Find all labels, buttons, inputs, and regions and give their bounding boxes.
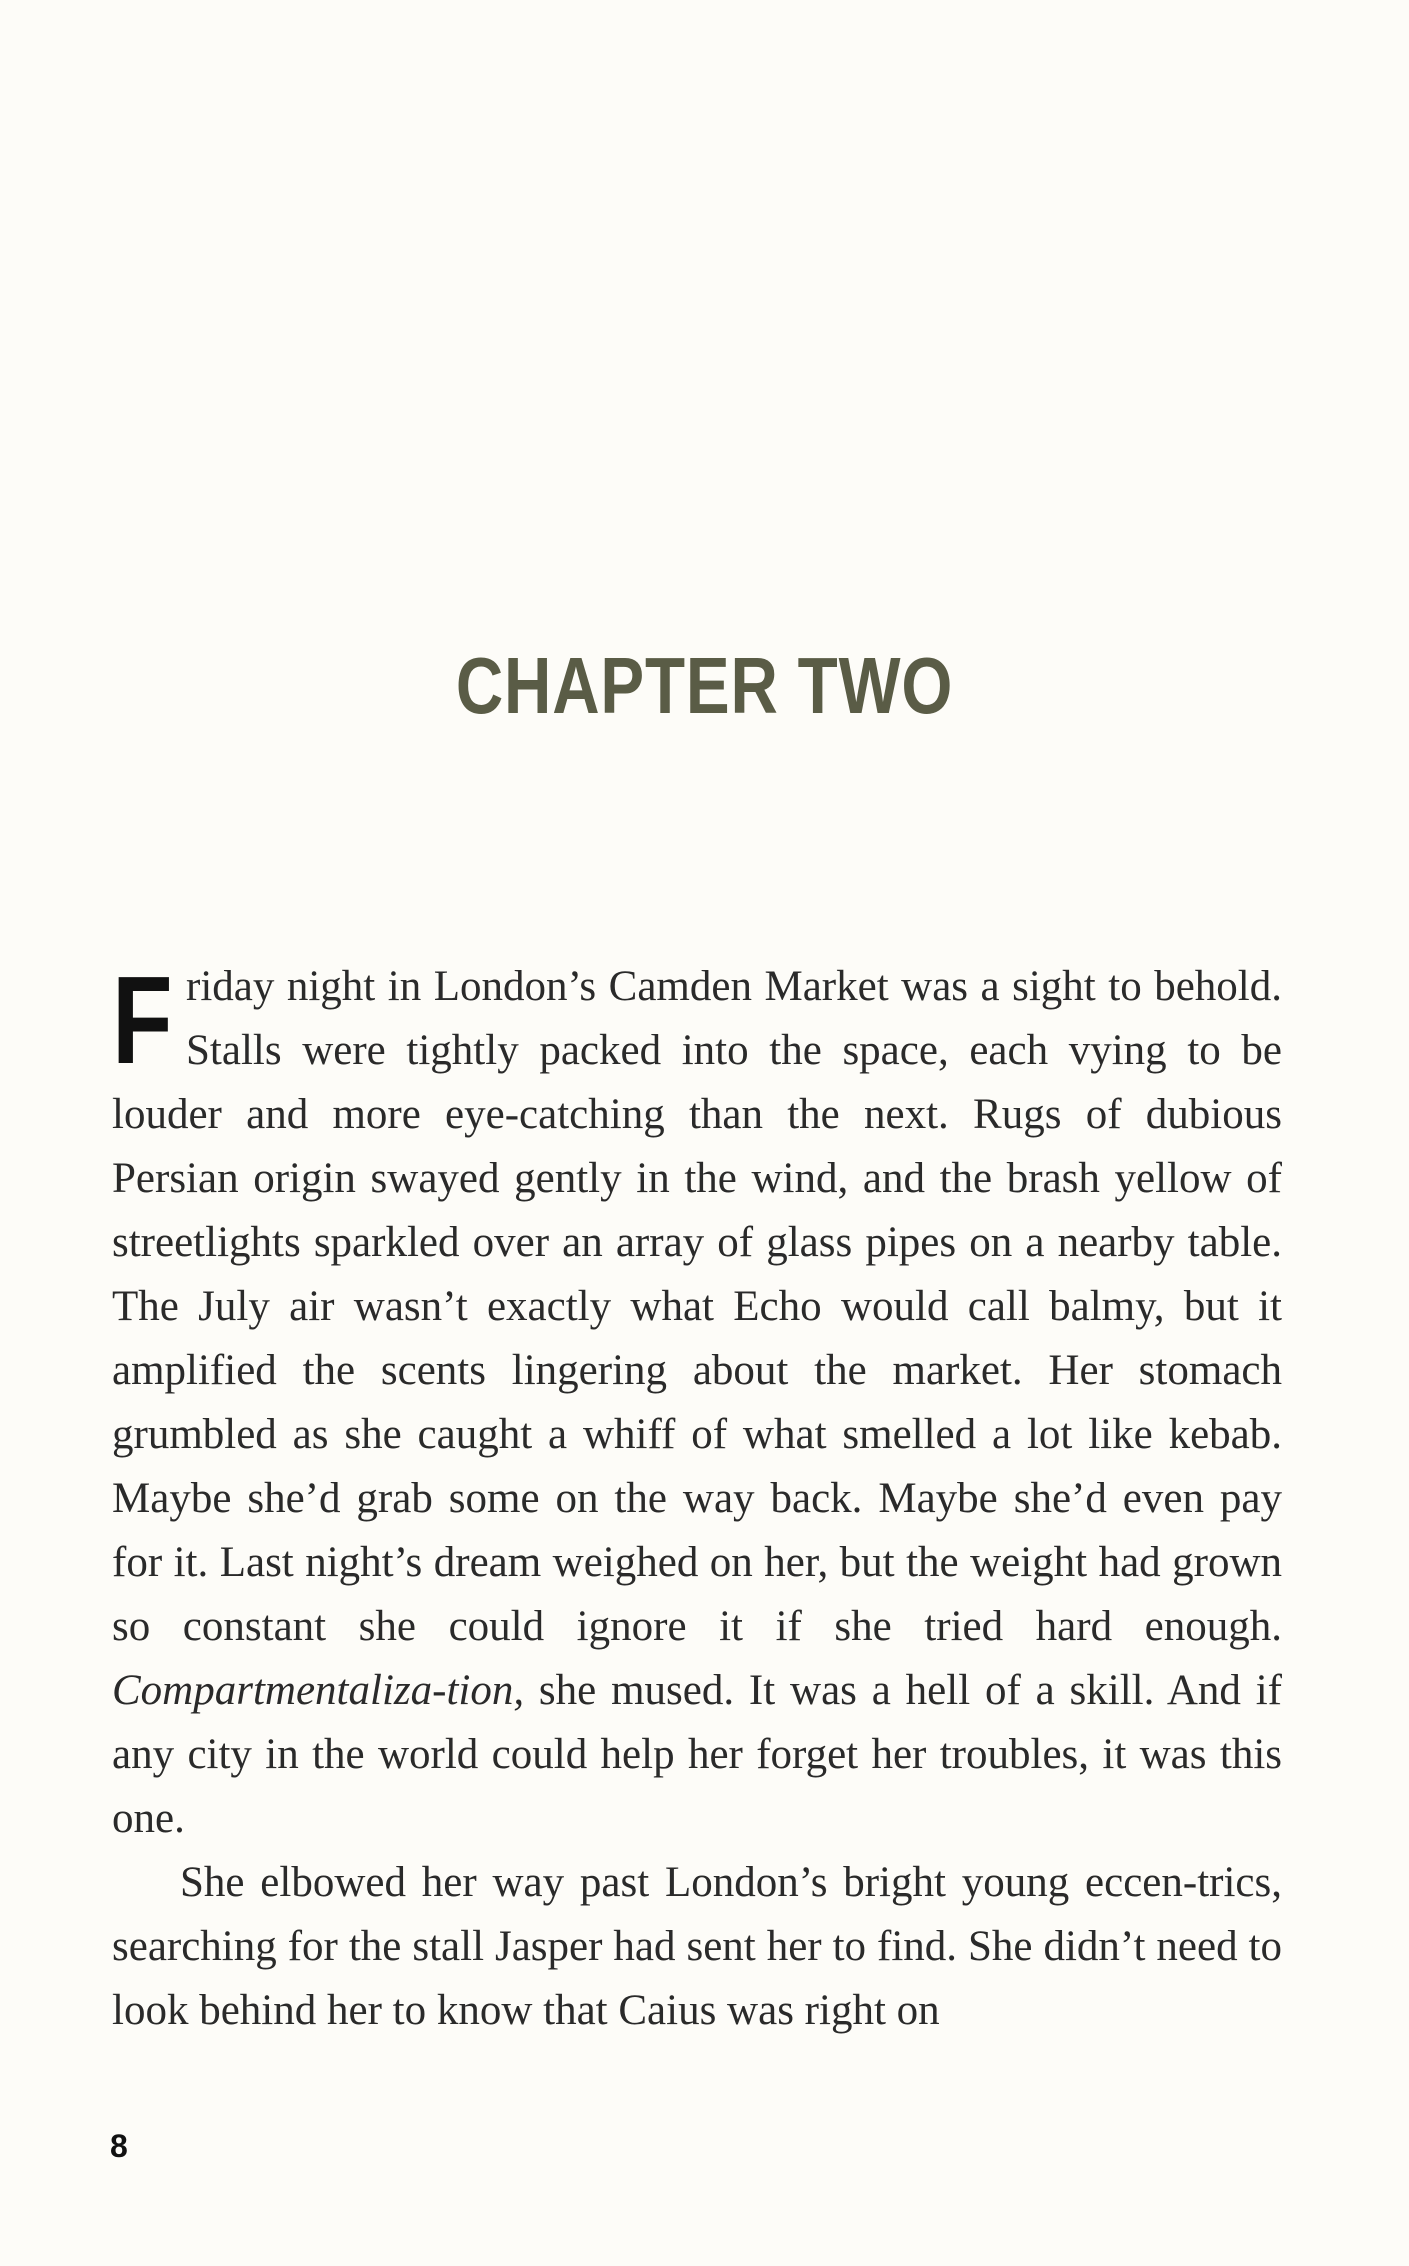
paragraph-1-text: riday night in London’s Camden Market was a sight to behold. Stalls were tightly packed into the space, each vying to be louder and more eye-catching than the next. Rugs of dubious Persian origin swayed gently in the wind, and the brash yellow of streetlights sparkled over an array of glass pipes on a nearby table. The July air wasn’t exactly what Echo would call balmy, but it amplified the scents lingering about the market. Her stomach grumbled as she caught a whiff of what smelled a lot like kebab. Maybe she’d grab some on the way back. Maybe she’d even pay for it. Last night’s dream weighed on her, but the weight had grown so constant she could ignore it if she tried hard enough. (112, 963, 1282, 1650)
paragraph-1-italic: Compartmentaliza-tion, (112, 1667, 525, 1714)
drop-cap: F (112, 952, 173, 1090)
body-text (112, 952, 1282, 2043)
page-number: 8 (110, 2128, 128, 2164)
chapter-title: CHAPTER TWO (455, 641, 954, 730)
paragraph-1-text-end: she mused. It was a hell of a skill. And if any city in the world could help her forget her troubles, it was this one. (112, 1667, 1282, 1842)
paragraph-2: She elbowed her way past London’s bright young eccen-trics, searching for the stall Jasper had sent her to find. She didn’t need to look behind her to know that Caius was right on (112, 1859, 1282, 2034)
paragraph-1 (112, 952, 1282, 1851)
